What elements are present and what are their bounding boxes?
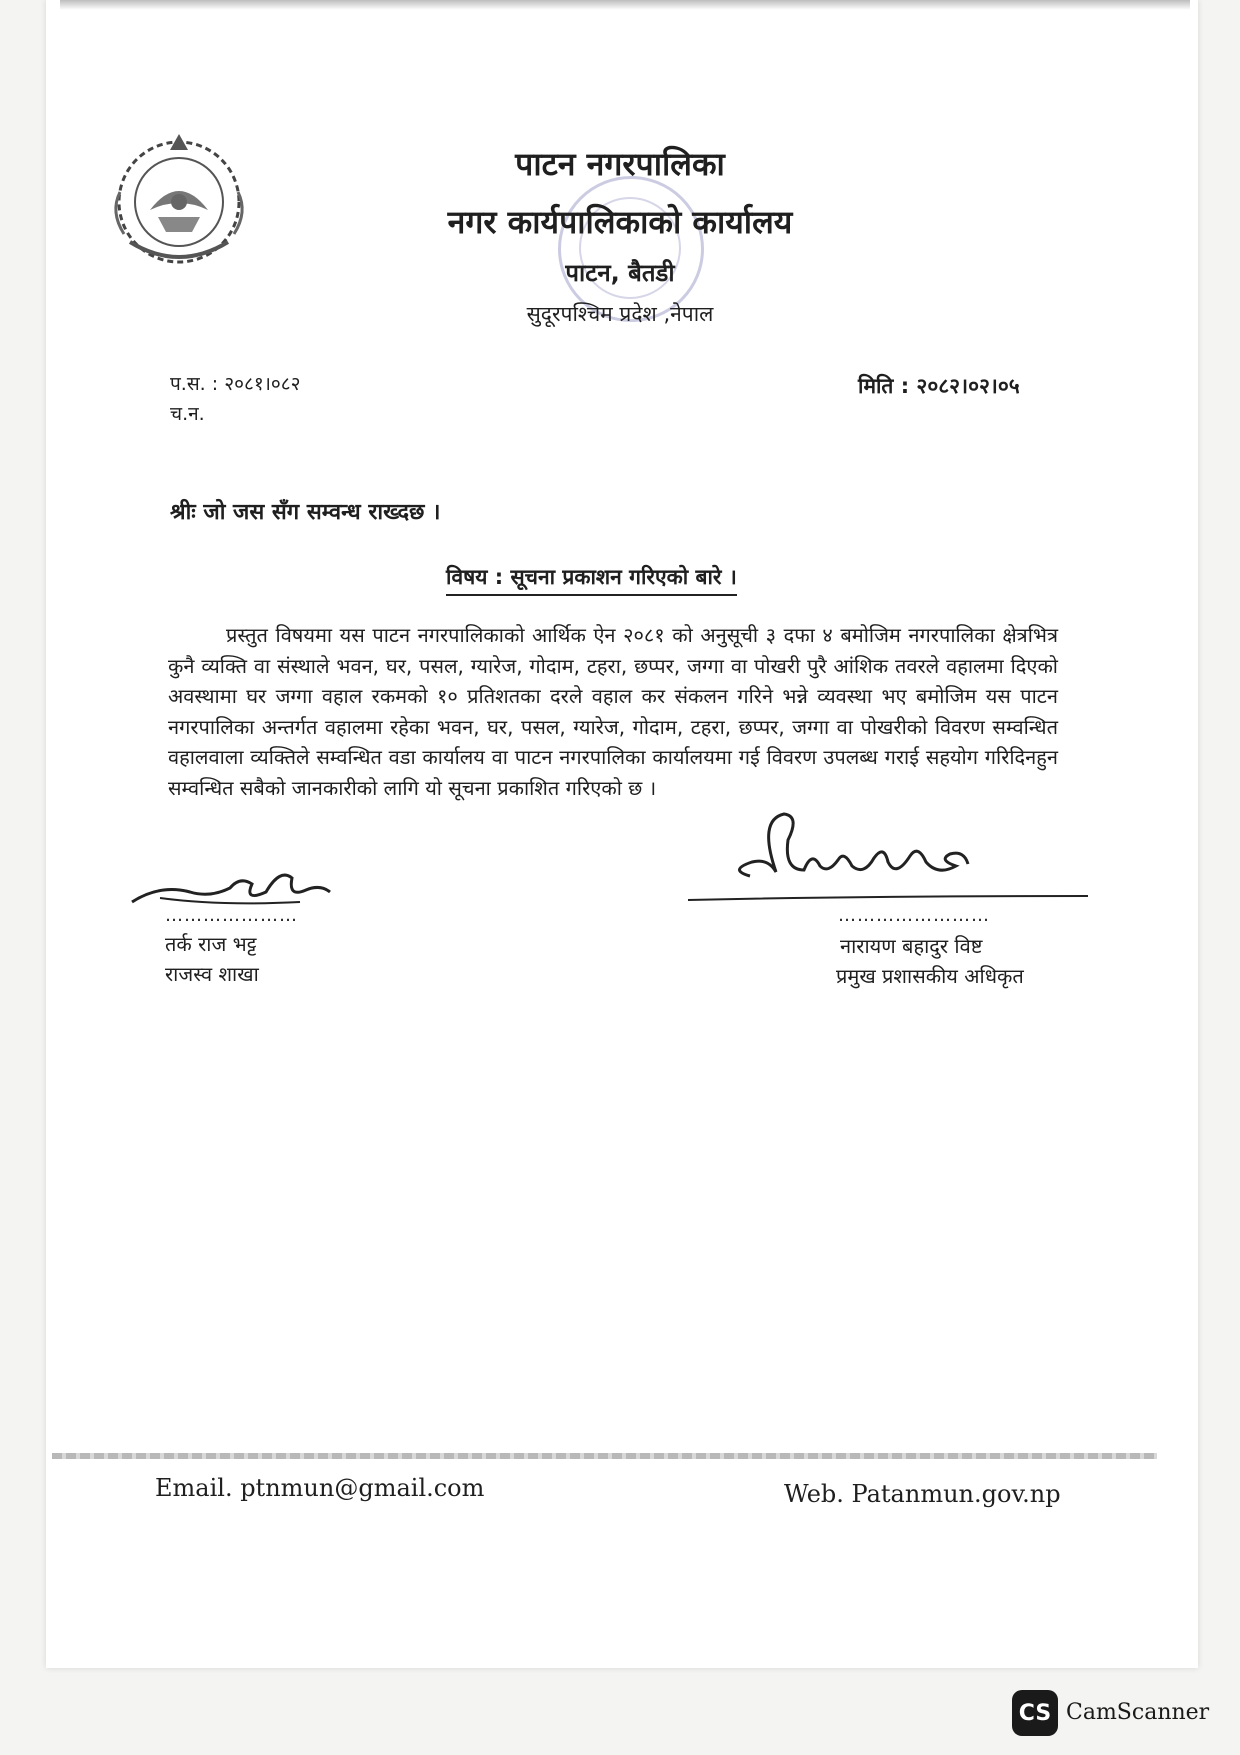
- office-location: पाटन, बैतडी: [565, 259, 675, 287]
- signature-line-right: ……………………: [838, 905, 990, 926]
- footer-website: Web. Patanmun.gov.np: [784, 1480, 1061, 1508]
- letter-body: प्रस्तुत विषयमा यस पाटन नगरपालिकाको आर्थिक ऐन २०८१ को अनुसूची ३ दफा ४ बमोजिम नगरपालिका क्षेत्रभित्र कुनै व्यक्ति वा संस्थाले भवन, घर, पसल, ग्यारेज, गोदाम, टहरा, छप्पर, जग्गा वा पोखरी पुरै आंशिक तवरले वहालमा दिएको अवस्थामा घर जग्गा वहाल रकमको १० प्रतिशतका दरले वहाल कर संकलन गरिने भन्ने व्यवस्था भए बमोजिम यस पाटन नगरपालिका अन्तर्गत वहालमा रहेका भवन, घर, पसल, ग्यारेज, गोदाम, टहरा, छप्पर, जग्गा वा पोखरीको विवरण सम्वन्धित वहालवाला व्यक्तिले सम्वन्धित वडा कार्यालय वा पाटन नगरपालिका कार्यालयमा गई विवरण उपलब्ध गराई सहयोग गरिदिनहुन सम्वन्धित सबैको जानकारीको लागि यो सूचना प्रकाशित गरिएको छ ।: [168, 623, 1058, 800]
- addressee: श्रीः जो जस सँग सम्वन्ध राख्दछ ।: [170, 500, 441, 525]
- nepal-emblem-icon: [100, 122, 258, 276]
- camscanner-logo-icon: CS: [1012, 1690, 1058, 1736]
- province-country: सुदूरपश्चिम प्रदेश ,नेपाल: [526, 302, 714, 326]
- signatory-left-title: राजस्व शाखा: [165, 962, 259, 986]
- camscanner-watermark: CamScanner: [1066, 1700, 1210, 1725]
- letter-date: मिति : २०८२।०२।०५: [858, 374, 1020, 398]
- signatory-left-name: तर्क राज भट्ट: [165, 932, 257, 956]
- signatory-right-name: नारायण बहादुर विष्ट: [840, 934, 983, 958]
- municipality-name: पाटन नगरपालिका: [515, 145, 725, 183]
- footer-divider: [52, 1453, 1157, 1459]
- subject-line: विषय : सूचना प्रकाशन गरिएको बारे ।: [446, 563, 737, 596]
- signatory-right-title: प्रमुख प्रशासकीय अधिकृत: [836, 964, 1024, 988]
- scan-edge: [60, 0, 1190, 10]
- signature-line-left: …………………: [165, 905, 298, 926]
- footer-email: Email. ptnmun@gmail.com: [155, 1474, 485, 1502]
- office-name: नगर कार्यपालिकाको कार्यालय: [447, 203, 793, 241]
- reference-number: प.स. : २०८१।०८२: [170, 373, 301, 395]
- dispatch-number: च.न.: [170, 403, 205, 425]
